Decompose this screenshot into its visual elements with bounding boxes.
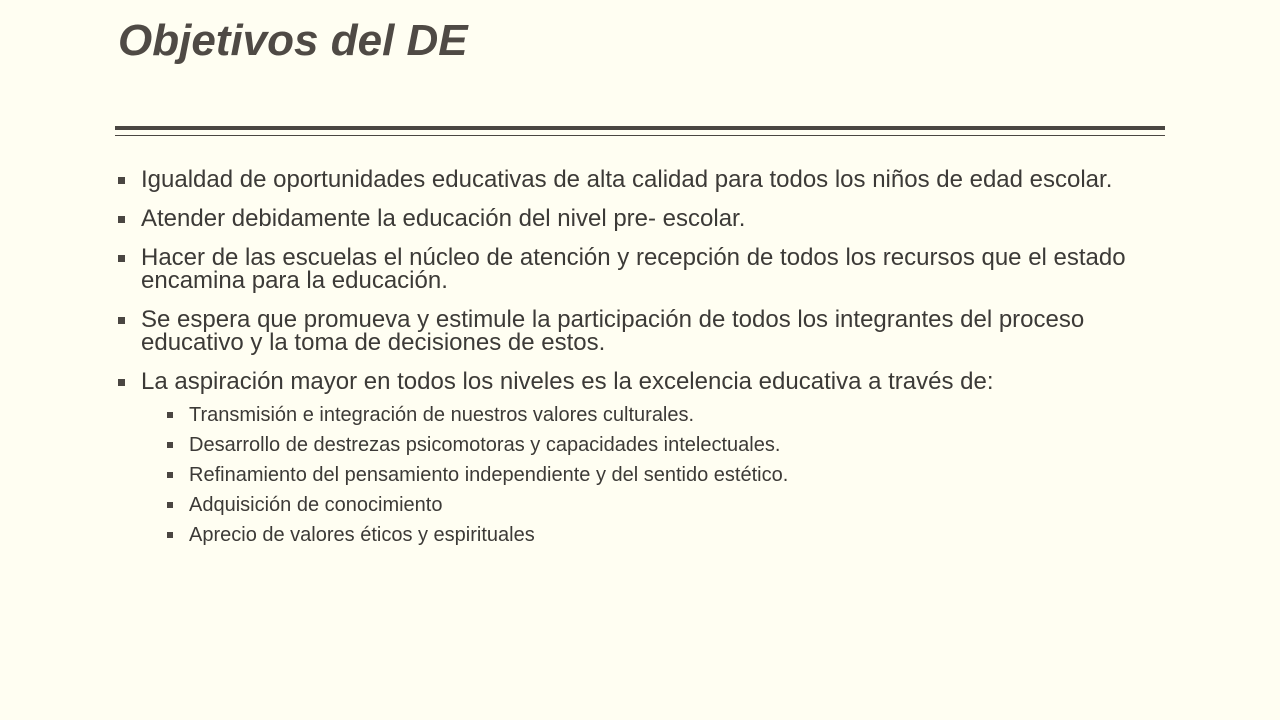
sub-bullet-item [141, 520, 1175, 550]
title-divider-thick [115, 126, 1165, 130]
square-sub-bullet-icon [167, 442, 173, 448]
square-bullet-icon [118, 317, 125, 324]
sub-bullet-item [141, 430, 1175, 460]
sub-bullet-item [141, 460, 1175, 490]
bullet-list [115, 168, 1175, 566]
sub-bullet-text: Desarrollo de destrezas psicomotoras y capacidades intelectuales. [189, 434, 781, 456]
sub-bullet-text: Transmisión e integración de nuestros valores culturales. [189, 404, 695, 426]
square-sub-bullet-icon [167, 502, 173, 508]
bullet-item [115, 308, 1175, 354]
bullet-text: La aspiración mayor en todos los niveles es la excelencia educativa a través de: [141, 368, 994, 395]
bullet-text: Se espera que promueva y estimule la participación de todos los integrantes del proceso educativo y la toma de decisiones de estos. [141, 306, 1085, 356]
square-sub-bullet-icon [167, 472, 173, 478]
sub-bullet-list [141, 400, 1175, 550]
bullet-text: Atender debidamente la educación del nivel pre- escolar. [141, 205, 746, 232]
square-bullet-icon [118, 255, 125, 262]
square-bullet-icon [118, 216, 125, 223]
bullet-item [115, 207, 1175, 230]
square-bullet-icon [118, 379, 125, 386]
bullet-item [115, 168, 1175, 191]
bullet-item [115, 370, 1175, 550]
square-sub-bullet-icon [167, 532, 173, 538]
square-sub-bullet-icon [167, 412, 173, 418]
sub-bullet-item [141, 490, 1175, 520]
bullet-item [115, 246, 1175, 292]
bullet-text: Hacer de las escuelas el núcleo de atención y recepción de todos los recursos que el estado encamina para la educación. [141, 244, 1126, 294]
sub-bullet-text: Adquisición de conocimiento [189, 494, 443, 516]
square-bullet-icon [118, 177, 125, 184]
sub-bullet-text: Refinamiento del pensamiento independiente y del sentido estético. [189, 464, 789, 486]
bullet-text: Igualdad de oportunidades educativas de alta calidad para todos los niños de edad escolar. [141, 166, 1113, 193]
slide-title: Objetivos del DE [118, 16, 468, 65]
sub-bullet-item [141, 400, 1175, 430]
sub-bullet-text: Aprecio de valores éticos y espirituales [189, 524, 535, 546]
title-divider-thin [115, 135, 1165, 136]
